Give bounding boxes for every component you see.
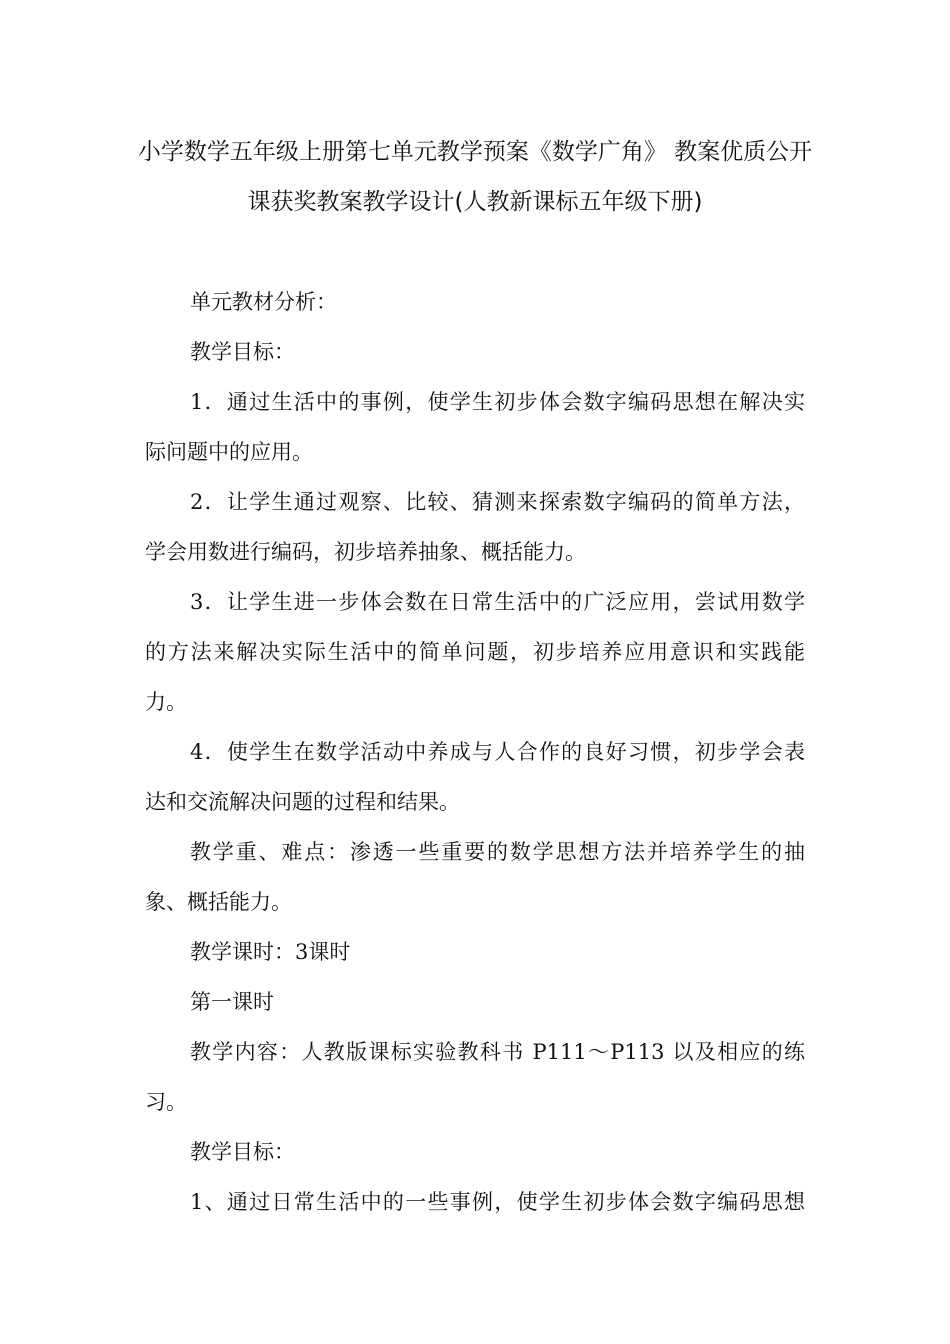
class-hours: 教学课时：3课时 [190,940,351,964]
goal-3-line-1: 3．让学生进一步体会数在日常生活中的广泛应用，尝试用数学 [190,590,805,614]
document-title-line-1: 小学数学五年级上册第七单元教学预案《数学广角》 教案优质公开 [137,139,813,165]
goal-4-line-2: 达和交流解决问题的过程和结果。 [145,790,460,814]
goal-1-line-2: 际问题中的应用。 [145,440,313,464]
goal-4-line-1: 4．使学生在数学活动中养成与人合作的良好习惯，初步学会表 [190,740,805,764]
lesson-goals-heading: 教学目标： [190,1140,295,1164]
teaching-content-line-1: 教学内容：人教版课标实验教科书 P111～P113 以及相应的练 [190,1040,805,1064]
key-difficulty-line-1: 教学重、难点：渗透一些重要的数学思想方法并培养学生的抽 [190,840,805,864]
goal-2-line-2: 学会用数进行编码，初步培养抽象、概括能力。 [145,540,586,564]
lesson-one-heading: 第一课时 [190,990,274,1014]
goal-1-line-1: 1．通过生活中的事例，使学生初步体会数字编码思想在解决实 [190,390,805,414]
section-heading-unit-analysis: 单元教材分析： [190,290,337,314]
goal-2-line-1: 2．让学生通过观察、比较、猜测来探索数字编码的简单方法， [190,490,805,514]
lesson-goal-1-line-1: 1、通过日常生活中的一些事例，使学生初步体会数字编码思想 [190,1190,805,1214]
document-title-line-2: 课获奖教案教学设计(人教新课标五年级下册) [247,189,703,215]
section-heading-teaching-goals: 教学目标： [190,340,295,364]
goal-3-line-2: 的方法来解决实际生活中的简单问题，初步培养应用意识和实践能 [145,640,805,664]
goal-3-line-3: 力。 [145,690,187,714]
teaching-content-line-2: 习。 [145,1090,187,1114]
key-difficulty-line-2: 象、概括能力。 [145,890,292,914]
